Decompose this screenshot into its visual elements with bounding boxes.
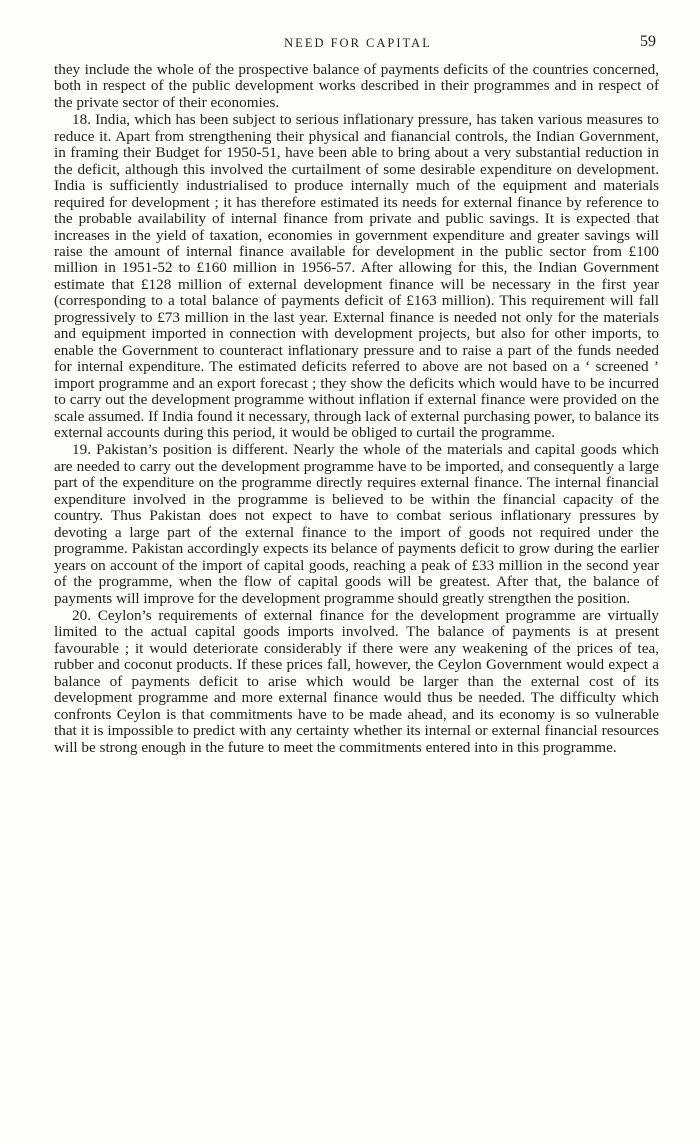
paragraph-continued: they include the whole of the prospective balance of payments deficits of the countries concerned, both in respect of the public development works described in their programmes and in respect of the private sector of their economies.	[54, 61, 659, 111]
page-header	[58, 33, 658, 58]
paragraph-18: 18. India, which has been subject to serious inflationary pressure, has taken various measures to reduce it. Apart from strengthening their physical and fianancial controls, the Indian Government, in framing their Budget for 1950-51, have been able to bring about a very substantial reduction in the deficit, although this involved the curtailment of some desirable expenditure on development. India is sufficiently industrialised to produce internally much of the equipment and materials required for development ; it has therefore estimated its needs for external finance by reference to the probable availability of internal finance from private and public savings. It is expected that increases in the yield of taxation, economies in government expenditure and greater savings will raise the amount of internal finance available for development in the public sector from £100 million in 1951-52 to £160 million in 1956-57. After allowing for this, the Indian Government estimate that £128 million of external development finance will be necessary in the first year (corresponding to a total balance of payments deficit of £163 million). This requirement will fall progressively to £73 million in the last year. External finance is needed not only for the materials and equipment imported in connection with development projects, but also for other imports, to enable the Government to counteract inflationary pressure and to raise a part of the funds needed for internal expenditure. The estimated deficits referred to above are not based on a ‘ screened ’ import programme and an export forecast ; they show the deficits which would have to be incurred to carry out the development programme without inflation if external finance were provided on the scale assumed. If India found it necessary, through lack of external purchasing power, to balance its external accounts during this period, it would be obliged to curtail the programme.	[54, 111, 659, 441]
paragraph-20: 20. Ceylon’s requirements of external finance for the development programme are virtually limited to the actual capital goods imports involved. The balance of payments is at present favourable ; it would deteriorate considerably if there were any weakening of the prices of tea, rubber and coconut products. If these prices fall, however, the Ceylon Government would expect a balance of payments deficit to arise which would be larger than the external cost of its development programme and more external finance would thus be needed. The difficulty which confronts Ceylon is that commitments have to be made ahead, and its economy is so vulnerable that it is impossible to predict with any certainty whether its internal or external financial resources will be strong enough in the future to meet the commitments entered into in this programme.	[54, 606, 659, 756]
running-head: NEED FOR CAPITAL	[284, 36, 432, 50]
body-text	[54, 62, 659, 757]
page-number: 59	[640, 33, 656, 50]
paragraph-19: 19. Pakistan’s position is different. Nearly the whole of the materials and capital goods which are needed to carry out the development programme have to be imported, and consequently a large part of the expenditure on the programme directly requires external finance. The internal financial expenditure involved in the programme is believed to be within the financial capacity of the country. Thus Pakistan does not expect to have to combat serious inflationary pressures by devoting a large part of the external finance to the import of goods not required under the programme. Pakistan accordingly expects its belance of payments deficit to grow during the earlier years on account of the import of capital goods, reaching a peak of £33 million in the second year of the programme, when the flow of capital goods will be greatest. After that, the balance of payments will improve for the development programme should greatly strengthen the position.	[54, 441, 659, 607]
